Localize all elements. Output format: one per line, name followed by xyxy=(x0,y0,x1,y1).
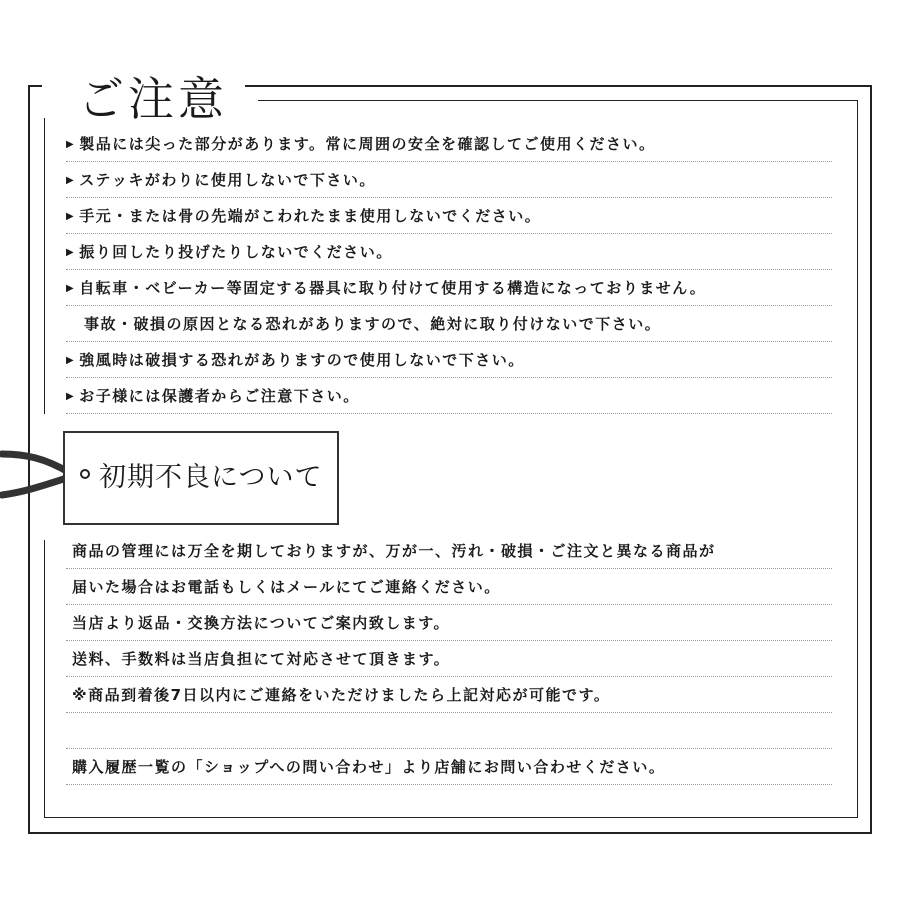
defect-line-text: 当店より返品・交換方法についてご案内致します。 xyxy=(72,614,451,632)
defect-line-text: 送料、手数料は当店負担にて対応させて頂きます。 xyxy=(72,650,451,668)
notice-item-text: 自転車・ベビーカー等固定する器具に取り付けて使用する構造になっておりません。 xyxy=(79,279,707,297)
top-border xyxy=(245,85,872,87)
bullet-arrow-icon: ▶ xyxy=(66,355,76,366)
notice-item xyxy=(66,342,832,378)
notice-item xyxy=(66,306,832,342)
notice-item xyxy=(66,270,832,306)
defect-line xyxy=(66,713,832,749)
notice-item xyxy=(66,234,832,270)
defect-line-text: 購入履歴一覧の「ショップへの問い合わせ」より店舗にお問い合わせください。 xyxy=(72,758,666,776)
inner-bottom-border xyxy=(44,817,858,818)
bullet-arrow-icon: ▶ xyxy=(66,175,76,186)
inner-left-border xyxy=(44,118,45,414)
defect-line-text: 届いた場合はお電話もしくはメールにてご連絡ください。 xyxy=(72,578,501,596)
defect-line xyxy=(66,569,832,605)
defect-line-text: ※商品到着後7日以内にご連絡をいただけましたら上記対応が可能です。 xyxy=(72,686,611,704)
notice-item-text: ステッキがわりに使用しないで下さい。 xyxy=(79,171,376,189)
page-title: ご注意 xyxy=(72,63,234,129)
inner-top-border xyxy=(258,100,858,101)
defect-line xyxy=(66,533,832,569)
defect-line xyxy=(66,641,832,677)
bullet-arrow-icon: ▶ xyxy=(66,247,76,258)
defect-line xyxy=(66,677,832,713)
notice-item-text: 強風時は破損する恐れがありますので使用しないで下さい。 xyxy=(79,351,525,369)
notice-item-text: 事故・破損の原因となる恐れがありますので、絶対に取り付けないで下さい。 xyxy=(84,315,662,333)
bullet-arrow-icon: ▶ xyxy=(66,283,76,294)
notice-item-text: 手元・または骨の先端がこわれたまま使用しないでください。 xyxy=(79,207,542,225)
notice-item-text: 製品には尖った部分があります。常に周囲の安全を確認してご使用ください。 xyxy=(79,135,656,153)
corner-mark xyxy=(28,85,42,87)
bullet-arrow-icon: ▶ xyxy=(66,391,76,402)
section-heading: 初期不良について xyxy=(99,462,323,493)
bullet-arrow-icon: ▶ xyxy=(66,139,76,150)
notice-item xyxy=(66,378,832,414)
notice-item-text: 振り回したり投げたりしないでください。 xyxy=(79,243,393,261)
notice-item-text: お子様には保護者からご注意下さい。 xyxy=(79,387,360,405)
defect-line-text: 商品の管理には万全を期しておりますが、万が一、汚れ・破損・ご注文と異なる商品が xyxy=(72,542,716,560)
tag-hole-icon xyxy=(80,469,90,479)
defect-line xyxy=(66,605,832,641)
inner-left-border-lower xyxy=(44,540,45,818)
defect-line xyxy=(66,749,832,785)
inner-right-border xyxy=(857,100,858,817)
notice-item xyxy=(66,126,832,162)
bullet-arrow-icon: ▶ xyxy=(66,211,76,222)
notice-item xyxy=(66,198,832,234)
notice-item xyxy=(66,162,832,198)
